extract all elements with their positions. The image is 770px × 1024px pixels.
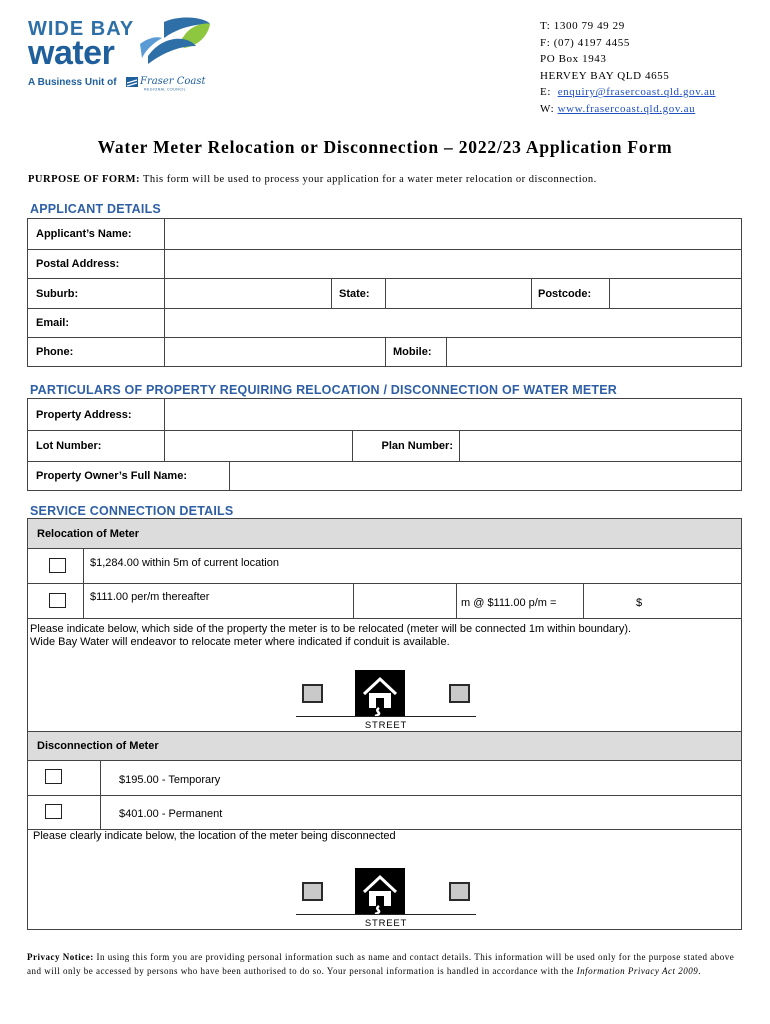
relocation-5m-option: $1,284.00 within 5m of current location [90, 557, 279, 569]
house-icon [355, 670, 405, 716]
disconnection-location-diagram [296, 874, 476, 929]
lot-number-row [28, 430, 741, 461]
disconnection-left-side-checkbox[interactable] [302, 882, 323, 901]
service-connection-heading: SERVICE CONNECTION DETAILS [30, 504, 234, 518]
relocation-5m-checkbox[interactable] [49, 558, 66, 573]
phone-field[interactable] [164, 338, 385, 366]
owner-name-field[interactable] [229, 462, 741, 490]
privacy-notice [27, 950, 743, 978]
water-drop-logo-icon [134, 16, 214, 70]
property-particulars-heading: PARTICULARS OF PROPERTY REQUIRING RELOCATION / DISCONNECTION OF WATER METER [30, 383, 618, 397]
postcode-label-cell [531, 279, 609, 308]
plan-number-field[interactable] [459, 431, 741, 461]
website-link[interactable]: www.frasercoast.qld.gov.au [557, 102, 696, 115]
phone-number: T: 1300 79 49 29 [540, 20, 625, 32]
email-field[interactable] [164, 309, 741, 337]
fax-number: F: (07) 4197 4455 [540, 36, 630, 49]
plan-number-label-cell [352, 431, 459, 461]
service-connection-table [27, 518, 742, 930]
disconnection-temporary-option: $195.00 - Temporary [119, 774, 221, 786]
relocation-instruction-2: Wide Bay Water will endeavor to relocate meter where indicated if conduit is available. [30, 636, 450, 648]
owner-name-row [28, 461, 741, 490]
mobile-field[interactable] [446, 338, 741, 366]
lot-number-field[interactable] [164, 431, 352, 461]
disconnection-street-line [296, 914, 476, 915]
disconnection-permanent-checkbox[interactable] [45, 804, 62, 819]
owner-name-label: Property Owner’s Full Name: [36, 470, 187, 482]
rate-cell-divider [456, 583, 457, 618]
applicant-details-table [27, 218, 742, 367]
web-line [540, 101, 716, 118]
privacy-act-name: Information Privacy Act 2009 [576, 966, 699, 976]
applicant-name-field[interactable] [164, 219, 741, 249]
email-row [28, 308, 741, 337]
rate-text: m @ $111.00 p/m = [461, 597, 557, 609]
relocation-street-line [296, 716, 476, 717]
applicant-details-heading: APPLICANT DETAILS [30, 202, 161, 216]
total-cell-divider [583, 583, 584, 618]
lot-number-label: Lot Number: [36, 440, 102, 452]
logo-line1: WIDE BAY [28, 18, 135, 40]
relocation-note-divider [28, 618, 741, 619]
postcode-label: Postcode: [538, 287, 592, 300]
disconnection-permanent-option: $401.00 - Permanent [119, 808, 223, 820]
suburb-field[interactable] [164, 279, 331, 308]
property-address-row [28, 399, 741, 430]
fraser-coast-council-logo [126, 74, 212, 92]
property-address-label: Property Address: [36, 408, 132, 421]
relocation-instruction-1: Please indicate below, which side of the property the meter is to be relocated (meter will be connected 1m within boundary). [30, 623, 632, 635]
disconnection-right-side-checkbox[interactable] [449, 882, 470, 901]
suburb-label: Suburb: [36, 287, 79, 300]
relocation-total-field[interactable]: $ [636, 597, 643, 609]
email-prefix: E: [540, 86, 551, 98]
relocation-street-label: STREET [364, 720, 408, 731]
mobile-label-cell [385, 338, 446, 366]
page-title: Water Meter Relocation or Disconnection – 2022/23 Application Form [97, 137, 673, 157]
postal-address-row [28, 249, 741, 278]
disconnection-heading: Disconnection of Meter [28, 731, 741, 761]
purpose-statement [28, 174, 597, 185]
postal-address-field[interactable] [164, 250, 741, 278]
email-link[interactable]: enquiry@frasercoast.qld.gov.au [557, 86, 716, 98]
state-label-cell [331, 279, 385, 308]
suburb-row [28, 278, 741, 308]
privacy-label: Privacy Notice: [27, 952, 94, 962]
email-line [540, 84, 716, 101]
relocation-right-side-checkbox[interactable] [449, 684, 470, 703]
state-label: State: [339, 287, 370, 300]
logo-line2: water [28, 34, 115, 72]
mobile-label: Mobile: [393, 346, 432, 358]
disconnection-instruction: Please clearly indicate below, the location of the meter being disconnected [33, 830, 396, 842]
phone-label: Phone: [36, 346, 74, 358]
po-box: PO Box 1943 [540, 53, 607, 65]
postcode-field[interactable] [609, 279, 741, 308]
council-subtitle: REGIONAL COUNCIL [144, 87, 187, 92]
relocation-per-metre-option: $111.00 per/m thereafter [90, 591, 210, 603]
metres-field[interactable] [354, 584, 457, 618]
state-field[interactable] [385, 279, 531, 308]
city-address: HERVEY BAY QLD 4655 [540, 69, 670, 82]
council-name: Fraser Coast [140, 76, 206, 87]
disconnection-option-divider [28, 795, 741, 796]
house-icon [355, 868, 405, 914]
wide-bay-water-logo [28, 14, 218, 94]
logo-subtitle: A Business Unit of [28, 77, 117, 88]
relocation-left-side-checkbox[interactable] [302, 684, 323, 703]
web-prefix: W: [540, 102, 555, 115]
purpose-text: This form will be used to process your application for a water meter relocation or disconnection. [142, 174, 597, 185]
relocation-heading: Relocation of Meter [28, 519, 741, 549]
plan-number-label: Plan Number: [381, 440, 453, 452]
purpose-label: PURPOSE OF FORM: [28, 174, 141, 185]
privacy-text: In using this form you are providing personal information such as name and contact details. This information will be used only for the purpose stated above and will only be accessed by persons who have been authorised to do so. Your personal information is handled in accordance with the [27, 952, 735, 976]
applicant-name-row [28, 219, 741, 249]
privacy-end: . [698, 966, 701, 976]
relocation-per-metre-checkbox[interactable] [49, 593, 66, 608]
applicant-name-label: Applicant’s Name: [36, 228, 132, 240]
email-label: Email: [36, 317, 70, 329]
disconnection-street-label: STREET [364, 918, 408, 929]
contact-details [540, 18, 716, 117]
property-address-field[interactable] [164, 399, 741, 430]
postal-address-label: Postal Address: [36, 258, 120, 270]
relocation-side-diagram [296, 676, 476, 731]
disconnection-temporary-checkbox[interactable] [45, 769, 62, 784]
phone-row [28, 337, 741, 366]
property-particulars-table [27, 398, 742, 491]
